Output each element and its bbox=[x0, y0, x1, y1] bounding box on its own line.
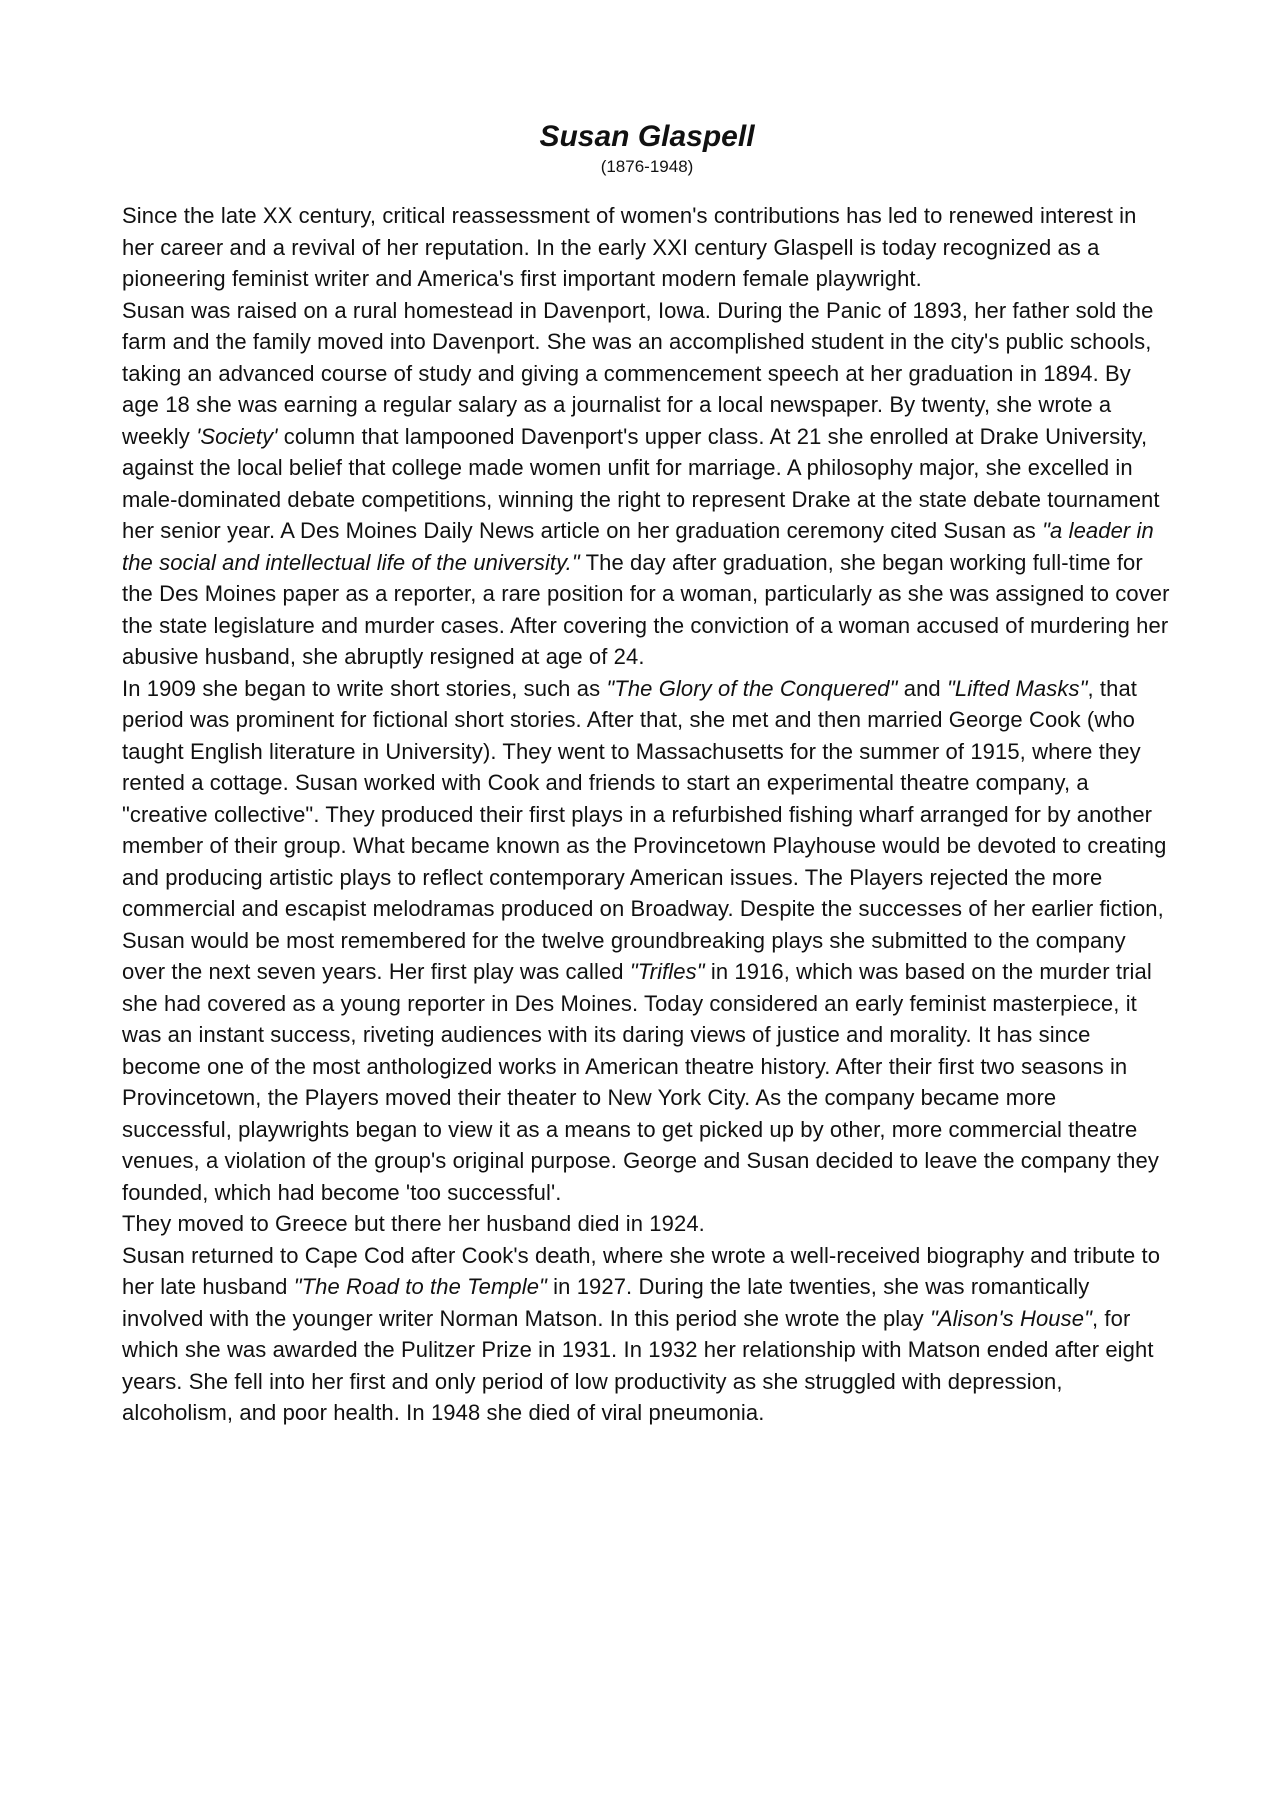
italic-text-run: "The Glory of the Conquered" bbox=[606, 675, 898, 701]
text-run: Since the late XX century, critical reassessment of women's contributions has led to renewed interest in her career and a revival of her reputation. In the early XXI century Glaspell is today recognized as a pioneering feminist writer and America's first important modern female playwright. bbox=[122, 203, 1137, 291]
text-run: and bbox=[897, 675, 947, 701]
text-run: Susan was raised on a rural homestead in Davenport, Iowa. During the Panic of 1893, her father sold the farm and the family moved into Davenport. She was an accomplished student in the city's public schools, taking an advanced course of study and giving a commencement speech at her graduation in 1894. By age 18 she was earning a regular salary as a journalist for a local newspaper. By twenty, she wrote a weekly bbox=[122, 297, 1154, 449]
text-run: in 1927. During the late twenties, she was romantically involved with the younger writer Norman Matson. In this period she wrote the play bbox=[122, 1274, 1090, 1331]
italic-text-run: "The Road to the Temple" bbox=[293, 1274, 547, 1299]
italic-text-run: "Trifles" bbox=[629, 959, 705, 984]
italic-text-run: "Alison's House" bbox=[929, 1305, 1092, 1331]
text-run: , that period was prominent for fictional short stories. After that, she met and then married George Cook (who taught English literature in University). They went to Massachusetts for the summer of 1915, where they rented a cottage. Susan worked with Cook and friends to start an experimental theatre company, a "creative collective". They produced their first plays in a refurbished fishing wharf arranged for by another member of their group. What became known as the Provincetown Playhouse would be devoted to creating and producing artistic plays to reflect contemporary American issues. The Players rejected the more commercial and escapist melodramas produced on Broadway. Despite the successes of her earlier fiction, Susan would be most remembered for the twelve groundbreaking plays she submitted to the company over the next seven years. Her first play was called bbox=[122, 675, 1167, 984]
paragraph-later-life bbox=[122, 1240, 1172, 1429]
text-run: column that lampooned Davenport's upper class. At 21 she enrolled at Drake University, against the local belief that college made women unfit for marriage. A philosophy major, she excelled in male-dominated debate competitions, winning the right to represent Drake at the state debate tournament her senior year. A Des Moines Daily News article on her graduation ceremony cited Susan as bbox=[122, 423, 1160, 543]
paragraph-intro bbox=[122, 200, 1172, 295]
italic-text-run: "Lifted Masks" bbox=[946, 675, 1088, 701]
text-run: In 1909 she began to write short stories, such as bbox=[122, 675, 607, 701]
document-title: Susan Glaspell bbox=[539, 120, 755, 153]
life-dates: (1876-1948) bbox=[600, 157, 694, 176]
text-run: They moved to Greece but there her husband died in 1924. bbox=[122, 1211, 705, 1236]
document-body bbox=[122, 200, 1172, 1429]
document-page bbox=[122, 120, 1172, 1429]
italic-text-run: 'Society' bbox=[196, 423, 278, 449]
italic-text-run: "a leader in the social and intellectual life of the university." bbox=[122, 518, 1154, 575]
paragraph-early-life bbox=[122, 295, 1172, 673]
text-run: The day after graduation, she began working full-time for the Des Moines paper as a reporter, a rare position for a woman, particularly as she was assigned to cover the state legislature and murder cases. After covering the conviction of a woman accused of murdering her abusive husband, she abruptly resigned at age of 24. bbox=[122, 549, 1170, 669]
paragraph-greece bbox=[122, 1208, 1172, 1240]
text-run: in 1916, which was based on the murder trial she had covered as a young reporter in Des Moines. Today considered an early feminist masterpiece, it was an instant success, riveting audiences with its daring views of justice and morality. It has since become one of the most anthologized works in American theatre history. After their first two seasons in Provincetown, the Players moved their theater to New York City. As the company became more successful, playwrights began to view it as a means to get picked up by other, more commercial theatre venues, a violation of the group's original purpose. George and Susan decided to leave the company they founded, which had become 'too successful'. bbox=[122, 959, 1159, 1205]
paragraph-career bbox=[122, 673, 1172, 1209]
text-run: Susan returned to Cape Cod after Cook's death, where she wrote a well-received biography and tribute to her late husband bbox=[122, 1242, 1161, 1299]
text-run: , for which she was awarded the Pulitzer Prize in 1931. In 1932 her relationship with Matson ended after eight years. She fell into her first and only period of low productivity as she struggled with depression, alcoholism, and poor health. In 1948 she died of viral pneumonia. bbox=[122, 1305, 1154, 1425]
